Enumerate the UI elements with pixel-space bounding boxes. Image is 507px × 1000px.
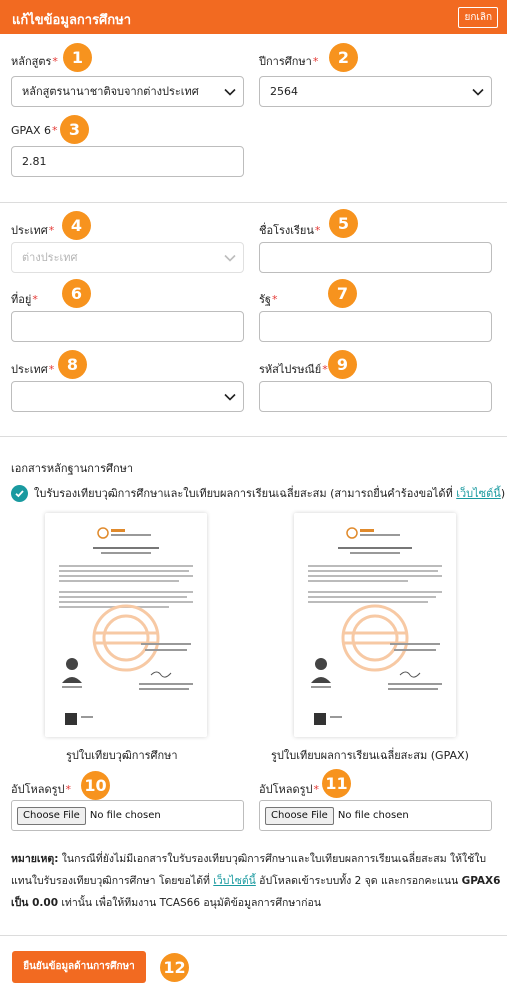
school-name-label: ชื่อโรงเรียน* (259, 224, 321, 237)
website-link[interactable]: เว็บไซต์นี้ (456, 487, 501, 500)
header-bar (0, 0, 507, 34)
country-2-select[interactable] (11, 381, 244, 412)
submit-education-button[interactable]: ยืนยันข้อมูลด้านการศึกษา (12, 951, 146, 983)
step-badge-8: 8 (58, 350, 87, 379)
address-label: ที่อยู่* (11, 293, 38, 306)
chevron-down-icon (223, 390, 237, 404)
chevron-down-icon (223, 85, 237, 99)
chevron-down-icon (223, 251, 237, 265)
step-badge-5: 5 (329, 209, 358, 238)
choose-file-button[interactable]: Choose File (265, 807, 334, 825)
section-divider (0, 935, 507, 936)
curriculum-select[interactable]: หลักสูตรนานาชาติจบจากต่างประเทศ (11, 76, 244, 107)
upload-file-input-1[interactable] (11, 800, 244, 831)
step-badge-9: 9 (328, 350, 357, 379)
transcript-document-icon (294, 513, 456, 737)
postal-code-label: รหัสไปรษณีย์* (259, 363, 328, 376)
state-label: รัฐ* (259, 293, 278, 306)
step-badge-12: 12 (160, 953, 189, 982)
certificate-document-icon (45, 513, 207, 737)
academic-year-label: ปีการศึกษา* (259, 55, 319, 68)
postal-code-input[interactable] (259, 381, 492, 412)
section-divider (0, 202, 507, 203)
country-label: ประเทศ* (11, 224, 55, 237)
page-title: แก้ไขข้อมูลการศึกษา (12, 13, 132, 28)
step-badge-6: 6 (62, 279, 91, 308)
step-badge-1: 1 (63, 43, 92, 72)
state-input[interactable] (259, 311, 492, 342)
gpax-label: GPAX 6* (11, 124, 58, 137)
section-divider (0, 436, 507, 437)
step-badge-10: 10 (81, 771, 110, 800)
cancel-button[interactable]: ยกเลิก (458, 7, 498, 28)
checkbox-text: ใบรับรองเทียบวุฒิการศึกษาและใบเทียบผลการเรียนเฉลี่ยสะสม (สามารถยื่นคำร้องขอได้ที่ (34, 487, 453, 500)
address-input[interactable] (11, 311, 244, 342)
curriculum-label: หลักสูตร* (11, 55, 58, 68)
certificate-caption: รูปใบเทียบวุฒิการศึกษา (66, 749, 178, 762)
gpax-caption: รูปใบเทียบผลการเรียนเฉลี่ยสะสม (GPAX) (271, 749, 469, 762)
step-badge-7: 7 (328, 279, 357, 308)
documents-section-title: เอกสารหลักฐานการศึกษา (11, 462, 134, 475)
choose-file-button[interactable]: Choose File (17, 807, 86, 825)
certificate-example-image (45, 513, 207, 737)
step-badge-4: 4 (62, 211, 91, 240)
document-checkbox-row[interactable] (11, 484, 505, 502)
chevron-down-icon (471, 85, 485, 99)
file-status: No file chosen (337, 810, 409, 821)
upload-file-input-2[interactable] (259, 800, 492, 831)
step-badge-3: 3 (60, 115, 89, 144)
checkbox-text-close: ) (500, 486, 506, 500)
note-text: หมายเหตุ: ในกรณีที่ยังไม่มีเอกสารใบรับรองเทียบวุฒิการศึกษาและใบเทียบผลการเรียนเฉลี่ยสะสม ให้ใช้ใบแทนใบรับรองเทียบวุฒิการศึกษา โดยขอได้ที่ เว็บไซต์นี้ อัปโหลดเข้าระบบทั้ง 2 จุด และกรอกคะแนน GPAX6 เป็น 0.00 เท่านั้น เพื่อให้ทีมงาน TCAS66 อนุมัติข้อมูลการศึกษาก่อน (11, 853, 501, 909)
upload-label-1: อัปโหลดรูป* (11, 783, 72, 796)
school-name-input[interactable] (259, 242, 492, 273)
gpax-input[interactable]: 2.81 (11, 146, 244, 177)
check-icon[interactable] (11, 485, 28, 502)
academic-year-select[interactable]: 2564 (259, 76, 492, 107)
file-status: No file chosen (89, 810, 161, 821)
step-badge-2: 2 (329, 43, 358, 72)
step-badge-11: 11 (322, 769, 351, 798)
gpax-transcript-example-image (294, 513, 456, 737)
country-2-label: ประเทศ* (11, 363, 55, 376)
country-select: ต่างประเทศ (11, 242, 244, 273)
upload-label-2: อัปโหลดรูป* (259, 783, 320, 796)
note-website-link[interactable]: เว็บไซต์นี้ (213, 875, 256, 887)
